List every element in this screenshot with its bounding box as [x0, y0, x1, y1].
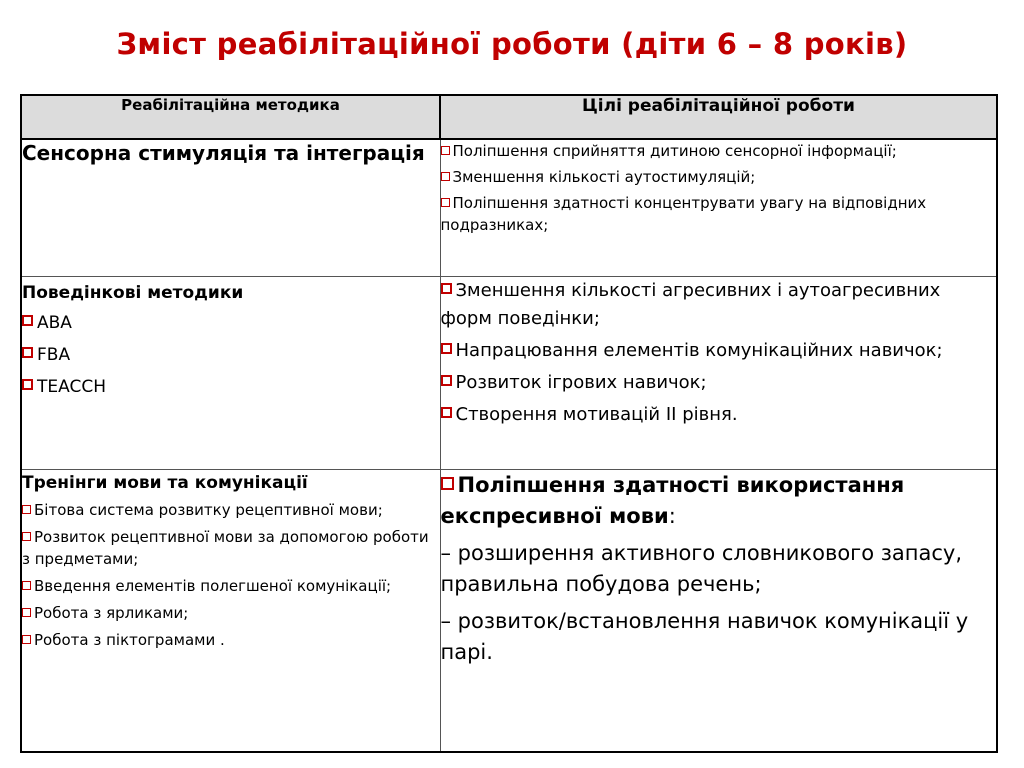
list-item: – розширення активного словникового запасу, правильна побудова речень;	[440, 540, 963, 596]
list-item: Робота з ярликами;	[22, 602, 440, 624]
header-methodology: Реабілітаційна методика	[21, 95, 440, 139]
list-item: Введення елементів полегшеної комунікації;	[22, 575, 440, 597]
checkbox-bullet-icon	[22, 608, 31, 617]
checkbox-bullet-icon	[441, 146, 450, 155]
method-behavioral	[21, 276, 440, 469]
list-item: Розвиток рецептивної мови за допомогою роботи з предметами;	[22, 527, 429, 568]
checkbox-bullet-icon	[441, 375, 452, 386]
goals-language	[440, 469, 997, 752]
list-item: Поліпшення сприйняття дитиною сенсорної інформації;	[441, 140, 997, 162]
list-item: Поліпшення здатності концентрувати увагу на відповідних подразниках;	[440, 194, 927, 234]
checkbox-bullet-icon	[22, 315, 33, 326]
method-language	[21, 469, 440, 752]
list-item: Створення мотивацій ІІ рівня.	[441, 401, 997, 429]
checkbox-bullet-icon	[22, 532, 31, 541]
goals-sensory	[440, 139, 997, 276]
goals-behavioral	[440, 276, 997, 469]
list-item: Робота з піктограмами .	[22, 629, 440, 651]
list-item: Бітова система розвитку рецептивної мови;	[22, 499, 440, 521]
method-sensory: Сенсорна стимуляція та інтеграція	[21, 139, 440, 276]
table-header-row	[21, 95, 997, 139]
list-item: Розвиток ігрових навичок;	[441, 369, 997, 397]
language-goal-title: Поліпшення здатності використання експресивної мови:	[440, 472, 905, 528]
checkbox-bullet-icon	[441, 343, 452, 354]
list-item: TEACCH	[22, 371, 440, 403]
table-row-sensory	[21, 139, 997, 276]
checkbox-bullet-icon	[441, 407, 452, 418]
list-item: Зменшення кількості агресивних і аутоагресивних форм поведінки;	[440, 279, 941, 329]
language-title: Тренінги мови та комунікації	[22, 472, 308, 493]
checkbox-bullet-icon	[22, 505, 31, 514]
rehabilitation-table	[20, 94, 998, 753]
behavioral-title: Поведінкові методики	[22, 282, 244, 303]
checkbox-bullet-icon	[441, 477, 454, 490]
checkbox-bullet-icon	[22, 581, 31, 590]
list-item: FBA	[22, 339, 440, 371]
checkbox-bullet-icon	[441, 172, 450, 181]
checkbox-bullet-icon	[441, 283, 452, 294]
list-item: Напрацювання елементів комунікаційних навичок;	[441, 337, 997, 365]
list-item: Зменшення кількості аутостимуляцій;	[441, 166, 997, 188]
list-item: – розвиток/встановлення навичок комунікації у парі.	[440, 608, 969, 664]
checkbox-bullet-icon	[22, 347, 33, 358]
checkbox-bullet-icon	[22, 379, 33, 390]
checkbox-bullet-icon	[441, 198, 450, 207]
page-title: Зміст реабілітаційної роботи (діти 6 – 8 років)	[116, 27, 908, 61]
header-goals: Цілі реабілітаційної роботи	[440, 95, 997, 139]
table-row-language	[21, 469, 997, 752]
checkbox-bullet-icon	[22, 635, 31, 644]
table-row-behavioral	[21, 276, 997, 469]
list-item: АВА	[22, 307, 440, 339]
